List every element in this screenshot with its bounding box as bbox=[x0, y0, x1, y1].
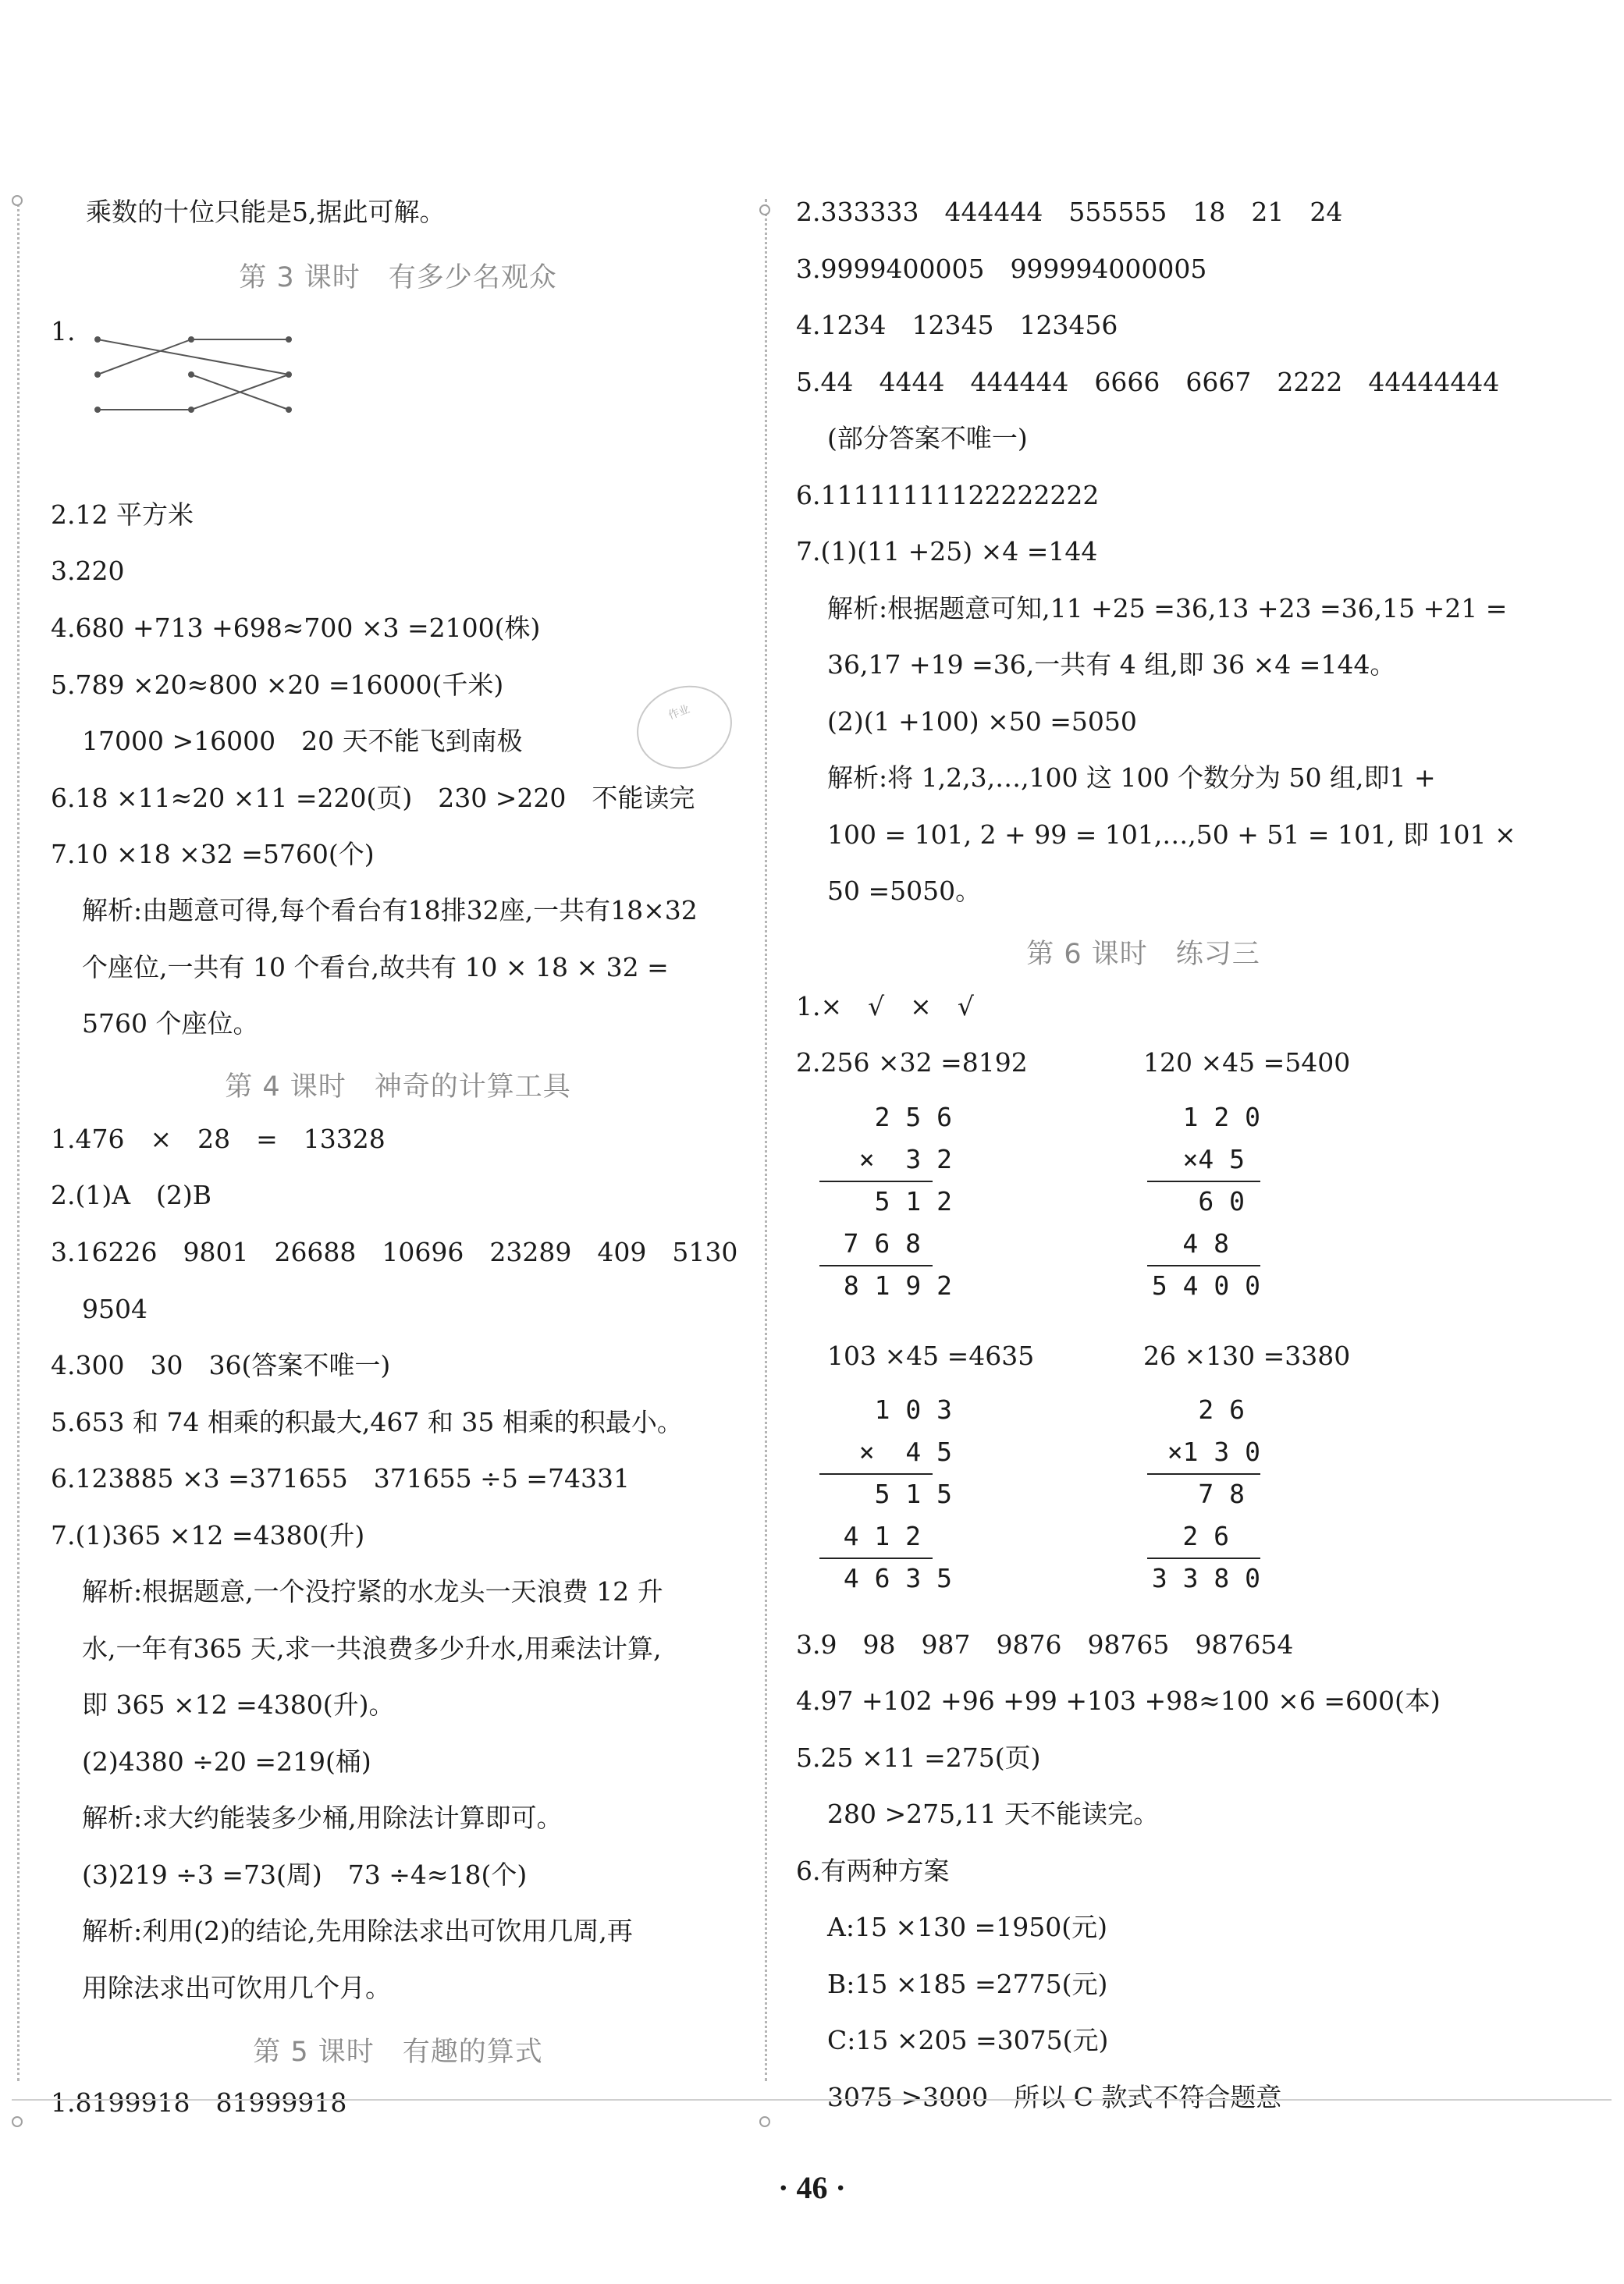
analysis-line: 解析:将 1,2,3,…,100 这 100 个数分为 50 组,即1 + bbox=[827, 762, 1436, 793]
text-line: 6.有两种方案 bbox=[796, 1856, 950, 1886]
page-number: · 46 · bbox=[778, 2170, 846, 2205]
calc-rule bbox=[1147, 1265, 1260, 1266]
vertical-calc-2 bbox=[1143, 1096, 1260, 1307]
analysis-line: 解析:由题意可得,每个看台有18排32座,一共有18×32 bbox=[82, 895, 698, 925]
text-line: 26 ×130 =3380 bbox=[1143, 1341, 1351, 1371]
calc-rule bbox=[819, 1558, 933, 1559]
text-line: 2.12 平方米 bbox=[51, 499, 194, 530]
text-line: 5.789 ×20≈800 ×20 =16000(千米) bbox=[51, 670, 504, 700]
calc-row: 6 0 bbox=[1167, 1186, 1245, 1217]
calc-row: 1 0 3 bbox=[874, 1394, 952, 1425]
section-heading-lesson4: 第 4 课时 神奇的计算工具 bbox=[225, 1071, 571, 1103]
center-margin-dot-bottom bbox=[759, 2116, 770, 2127]
text-line: 280 >275,11 天不能读完。 bbox=[827, 1799, 1160, 1829]
left-margin-dot-bottom bbox=[12, 2116, 23, 2127]
calc-rule bbox=[819, 1265, 933, 1266]
center-margin-dot-top bbox=[759, 204, 770, 215]
text-line: 1.476 × 28 = 13328 bbox=[51, 1124, 386, 1154]
calc-row: 7 6 8 bbox=[843, 1228, 921, 1259]
text-line: 6.123885 ×3 =371655 371655 ÷5 =74331 bbox=[51, 1463, 630, 1494]
section-heading-lesson3: 第 3 课时 有多少名观众 bbox=[239, 262, 557, 293]
calc-rule bbox=[1147, 1181, 1260, 1182]
calc-rule bbox=[819, 1473, 933, 1475]
question-1-label: 1. bbox=[51, 316, 76, 346]
text-line: 3.9999400005 999994000005 bbox=[796, 254, 1207, 284]
vertical-calc-3 bbox=[827, 1389, 952, 1600]
analysis-line: 解析:根据题意可知,11 +25 =36,13 +23 =36,15 +21 = bbox=[827, 593, 1508, 623]
calc-row: 1 2 0 bbox=[1182, 1102, 1260, 1132]
calc-row: 2 5 6 bbox=[874, 1102, 952, 1132]
text-line: 4.97 +102 +96 +99 +103 +98≈100 ×6 =600(本) bbox=[796, 1685, 1441, 1716]
calc-rule bbox=[819, 1181, 933, 1182]
text-line: (2)4380 ÷20 =219(桶) bbox=[82, 1746, 371, 1777]
text-line: 3075 >3000 所以 C 款式不符合题意 bbox=[827, 2082, 1282, 2112]
analysis-line: 36,17 +19 =36,一共有 4 组,即 36 ×4 =144。 bbox=[827, 649, 1396, 680]
analysis-line: 5760 个座位。 bbox=[82, 1008, 259, 1039]
text-line: 1.× √ × √ bbox=[796, 991, 974, 1021]
calc-row: × 3 2 bbox=[858, 1144, 952, 1174]
vertical-calc-4 bbox=[1143, 1389, 1260, 1600]
left-margin-dot-top bbox=[12, 195, 23, 206]
text-line: 6.18 ×11≈20 ×11 =220(页) 230 >220 不能读完 bbox=[51, 783, 695, 813]
analysis-line: 解析:求大约能装多少桶,用除法计算即可。 bbox=[82, 1803, 563, 1833]
homework-stamp bbox=[625, 673, 744, 782]
text-line: 5.44 4444 444444 6666 6667 2222 44444444 bbox=[796, 367, 1500, 397]
calc-row: 8 1 9 2 bbox=[843, 1270, 952, 1301]
text-line: 1.8199918 81999918 bbox=[51, 2087, 347, 2118]
calc-row: 5 1 5 bbox=[843, 1479, 952, 1509]
analysis-line: 解析:根据题意,一个没拧紧的水龙头一天浪费 12 升 bbox=[82, 1576, 663, 1607]
calc-row: × 4 5 bbox=[858, 1437, 952, 1467]
text-line: 3.220 bbox=[51, 556, 125, 586]
text-line: 2.333333 444444 555555 18 21 24 bbox=[796, 197, 1343, 227]
text-line: 7.(1)365 ×12 =4380(升) bbox=[51, 1520, 365, 1550]
analysis-line: 解析:利用(2)的结论,先用除法求出可饮用几周,再 bbox=[82, 1916, 633, 1946]
matching-lines-diagram bbox=[90, 328, 293, 437]
text-line: 9504 bbox=[82, 1294, 147, 1324]
text-line: 7.10 ×18 ×32 =5760(个) bbox=[51, 839, 375, 869]
text-line: 乘数的十位只能是5,据此可解。 bbox=[86, 197, 446, 227]
text-line: 4.680 +713 +698≈700 ×3 =2100(株) bbox=[51, 613, 541, 643]
text-line: 5.25 ×11 =275(页) bbox=[796, 1742, 1041, 1773]
bottom-rule bbox=[12, 2099, 1612, 2101]
text-line: 2.256 ×32 =8192 bbox=[796, 1047, 1028, 1078]
text-line: 17000 >16000 20 天不能飞到南极 bbox=[82, 726, 523, 756]
section-heading-lesson5: 第 5 课时 有趣的算式 bbox=[253, 2037, 543, 2068]
text-line: 7.(1)(11 +25) ×4 =144 bbox=[796, 536, 1098, 567]
text-line: C:15 ×205 =3075(元) bbox=[827, 2025, 1109, 2055]
calc-row: 4 8 bbox=[1182, 1228, 1229, 1259]
calc-row: 3 3 8 0 bbox=[1151, 1563, 1260, 1593]
calc-row: 5 4 0 0 bbox=[1151, 1270, 1260, 1301]
text-line: 6.11111111122222222 bbox=[796, 480, 1100, 510]
calc-row: 4 6 3 5 bbox=[843, 1563, 952, 1593]
text-line: 5.653 和 74 相乘的积最大,467 和 35 相乘的积最小。 bbox=[51, 1407, 683, 1437]
calc-rule bbox=[1147, 1558, 1260, 1559]
left-margin-dotted-line bbox=[17, 199, 20, 2081]
calc-row: ×4 5 bbox=[1182, 1144, 1245, 1174]
analysis-line: 即 365 ×12 =4380(升)。 bbox=[82, 1689, 395, 1720]
calc-row: ×1 3 0 bbox=[1167, 1437, 1260, 1467]
calc-row: 4 1 2 bbox=[843, 1521, 921, 1551]
text-line: (3)219 ÷3 =73(周) 73 ÷4≈18(个) bbox=[82, 1860, 528, 1890]
text-line: B:15 ×185 =2775(元) bbox=[827, 1969, 1108, 1999]
text-line: 4.300 30 36(答案不唯一) bbox=[51, 1350, 391, 1380]
text-line: 120 ×45 =5400 bbox=[1143, 1047, 1351, 1078]
text-line: 3.9 98 987 9876 98765 987654 bbox=[796, 1629, 1294, 1660]
text-line: (2)(1 +100) ×50 =5050 bbox=[827, 706, 1137, 737]
analysis-line: 50 =5050。 bbox=[827, 876, 982, 906]
analysis-line: 水,一年有365 天,求一共浪费多少升水,用乘法计算, bbox=[82, 1633, 662, 1664]
calc-row: 2 6 bbox=[1198, 1394, 1245, 1425]
text-line: (部分答案不唯一) bbox=[827, 423, 1028, 453]
analysis-line: 100 = 101, 2 + 99 = 101,…,50 + 51 = 101, 即 101 × bbox=[827, 819, 1516, 850]
analysis-line: 个座位,一共有 10 个看台,故共有 10 × 18 × 32 = bbox=[82, 952, 669, 982]
text-line: 4.1234 12345 123456 bbox=[796, 310, 1118, 340]
calc-row: 2 6 bbox=[1182, 1521, 1229, 1551]
calc-rule bbox=[1147, 1473, 1260, 1475]
text-line: 103 ×45 =4635 bbox=[827, 1341, 1035, 1371]
text-line: 2.(1)A (2)B bbox=[51, 1180, 212, 1210]
section-heading-lesson6: 第 6 课时 练习三 bbox=[1026, 939, 1260, 970]
stamp-text: 作业 bbox=[666, 702, 692, 723]
text-line: A:15 ×130 =1950(元) bbox=[827, 1912, 1107, 1942]
center-margin-dotted-line bbox=[765, 199, 767, 2081]
text-line: 3.16226 9801 26688 10696 23289 409 5130 bbox=[51, 1237, 738, 1267]
calc-row: 5 1 2 bbox=[843, 1186, 952, 1217]
analysis-line: 用除法求出可饮用几个月。 bbox=[82, 1973, 391, 2003]
calc-row: 7 8 bbox=[1167, 1479, 1245, 1509]
vertical-calc-1 bbox=[827, 1096, 952, 1307]
